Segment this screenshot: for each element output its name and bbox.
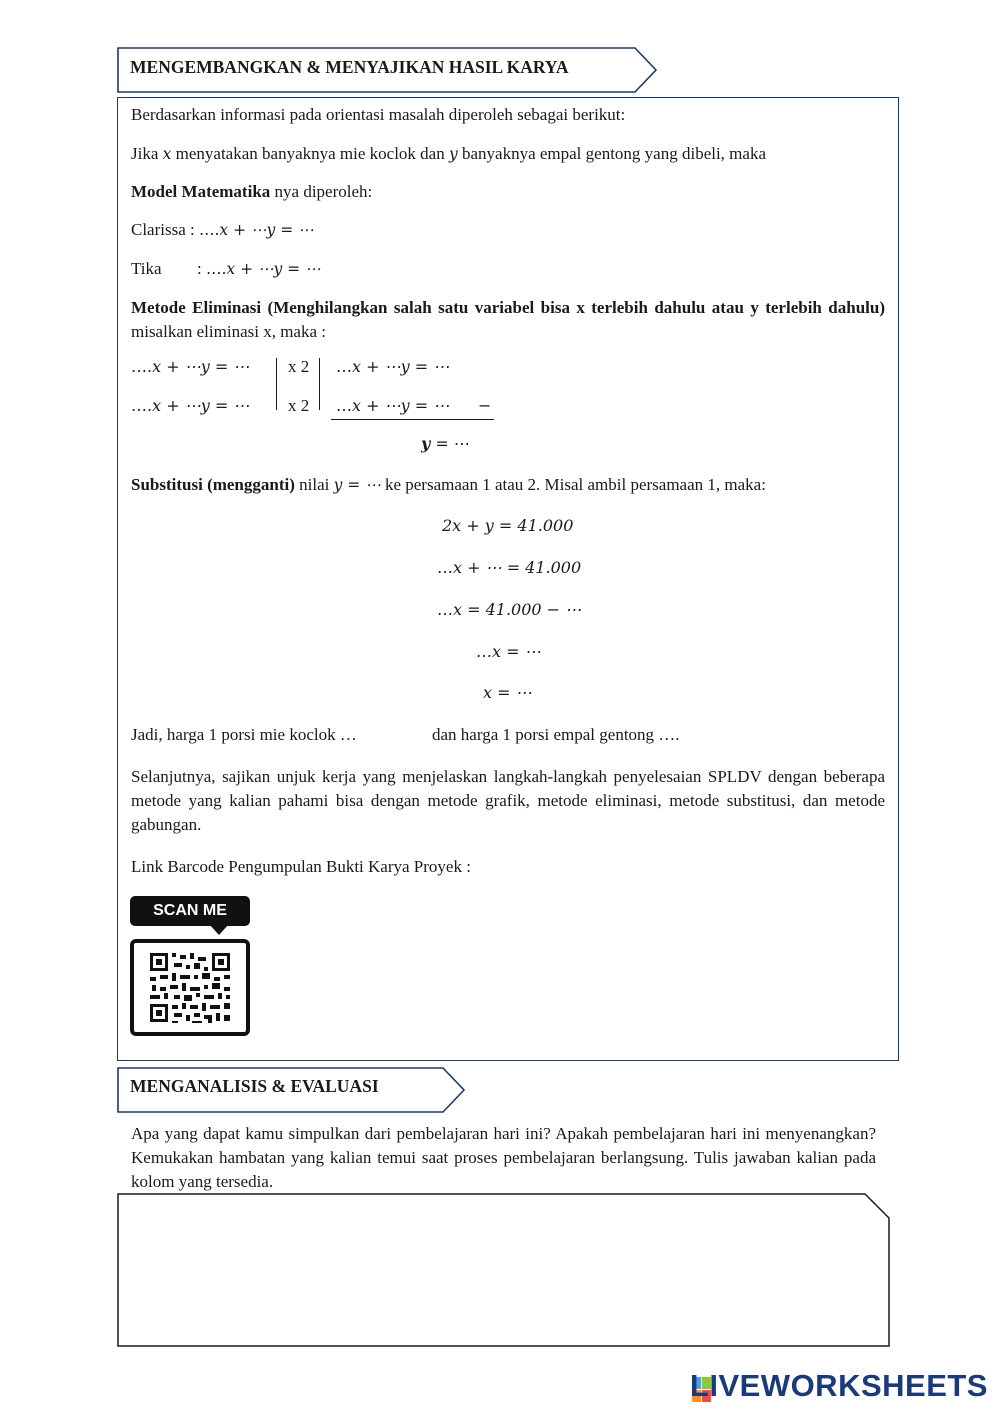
conclusion-empal: dan harga 1 porsi empal gentong …. bbox=[432, 725, 680, 744]
result-equation-1: …x + ⋯y = ⋯ bbox=[336, 357, 450, 376]
qr-code-icon bbox=[134, 943, 246, 1032]
conclusion-mie: Jadi, harga 1 porsi mie koclok … bbox=[131, 725, 357, 744]
multiplier-2: x 2 bbox=[288, 396, 310, 415]
bracket-left bbox=[276, 358, 277, 410]
model-heading: Model Matematika nya diperoleh: bbox=[131, 182, 373, 201]
section-title: MENGEMBANGKAN & MENYAJIKAN HASIL KARYA bbox=[130, 57, 569, 77]
substitution-step-3: …x = 41.000 − ⋯ bbox=[437, 600, 582, 619]
minus-sign: − bbox=[478, 396, 492, 415]
qr-code[interactable] bbox=[130, 939, 250, 1036]
intro-text: Berdasarkan informasi pada orientasi masalah diperoleh sebagai berikut: bbox=[131, 105, 626, 124]
link-label: Link Barcode Pengumpulan Bukti Karya Proyek : bbox=[131, 857, 471, 876]
evaluation-question: Apa yang dapat kamu simpulkan dari pembelajaran hari ini? Apakah pembelajaran hari ini menyenangkan? Kemukakan hambatan yang kalian temui saat proses pembelajaran berlangsung. Tulis jawaban kalian pada kolom yang tersedia. bbox=[131, 1124, 876, 1191]
substitution-step-4: …x = ⋯ bbox=[476, 642, 541, 661]
section-header-tab bbox=[117, 47, 659, 93]
subtraction-line bbox=[331, 419, 494, 420]
section-header-tab-evaluation bbox=[117, 1067, 467, 1113]
substitution-step-2: …x + ⋯ = 41.000 bbox=[437, 558, 582, 577]
elim-equation-1: ….x + ⋯y = ⋯ bbox=[131, 357, 250, 376]
answer-textarea[interactable] bbox=[124, 1200, 868, 1342]
section-title: MENGANALISIS & EVALUASI bbox=[130, 1076, 379, 1096]
elimination-heading: Metode Eliminasi (Menghilangkan salah satu variabel bisa x terlebih dahulu atau y terlebih dahulu) misalkan eliminasi x, maka : bbox=[131, 298, 885, 341]
substitution-step-1: 2x + y = 41.000 bbox=[442, 516, 574, 535]
scan-me-badge: SCAN ME bbox=[130, 896, 250, 926]
elim-equation-2: ….x + ⋯y = ⋯ bbox=[131, 396, 250, 415]
variable-definition: Jika x menyatakan banyaknya mie koclok dan y banyaknya empal gentong yang dibeli, maka bbox=[131, 144, 767, 163]
bracket-right bbox=[319, 358, 320, 410]
tika-equation: Tika : ….x + ⋯y = ⋯ bbox=[131, 259, 321, 278]
clarissa-equation: Clarissa : ….x + ⋯y = ⋯ bbox=[131, 220, 314, 239]
substitution-step-5: x = ⋯ bbox=[483, 683, 532, 702]
instruction-paragraph: Selanjutnya, sajikan unjuk kerja yang menjelaskan langkah-langkah penyelesaian SPLDV dengan beberapa metode yang kalian pahami bisa dengan metode grafik, metode eliminasi, metode substitusi, dan metode gabungan. bbox=[131, 767, 885, 834]
multiplier-1: x 2 bbox=[288, 357, 310, 376]
substitution-heading: Substitusi (mengganti) nilai y = ⋯ ke persamaan 1 atau 2. Misal ambil persamaan 1, maka: bbox=[131, 475, 766, 494]
liveworksheets-brand[interactable]: LIVEWORKSHEETS bbox=[689, 1368, 988, 1403]
y-result: y = ⋯ bbox=[421, 434, 470, 453]
badge-pointer bbox=[209, 924, 229, 936]
result-equation-2: …x + ⋯y = ⋯ bbox=[336, 396, 450, 415]
